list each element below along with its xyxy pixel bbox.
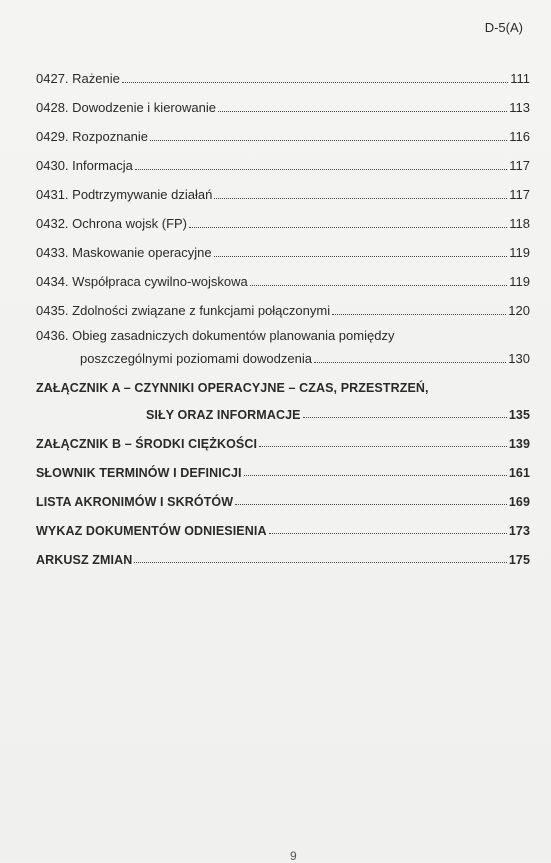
dot-leader — [244, 475, 507, 476]
toc-entry-page: 117 — [509, 187, 530, 203]
toc-entry-0433[interactable] — [36, 232, 530, 261]
toc-entry-label: 0435. Zdolności związane z funkcjami połączonymi — [36, 303, 331, 319]
toc-entry-label: 0428. Dowodzenie i kierowanie — [36, 100, 216, 116]
toc-entry-0435[interactable] — [36, 290, 530, 319]
toc-entry-label: SŁOWNIK TERMINÓW I DEFINICJI — [36, 465, 242, 480]
toc-entry-label: LISTA AKRONIMÓW I SKRÓTÓW — [36, 494, 234, 509]
toc-annex-b[interactable] — [36, 422, 530, 451]
toc-entry-page: 120 — [508, 303, 530, 319]
toc-entry-page: 113 — [509, 100, 530, 116]
dot-leader — [214, 256, 508, 257]
dot-leader — [189, 227, 507, 228]
toc-entry-page: 169 — [508, 494, 530, 509]
toc-entry-0436-line1[interactable] — [36, 319, 530, 343]
toc-glossary[interactable] — [36, 451, 530, 480]
toc-entry-label: 0432. Ochrona wojsk (FP) — [36, 216, 188, 232]
toc-entry-0434[interactable] — [36, 261, 530, 290]
toc-entry-page: 118 — [509, 216, 530, 232]
toc-entry-0432[interactable] — [36, 203, 530, 232]
dot-leader — [214, 198, 507, 199]
toc-entry-label: 0427. Rażenie — [36, 71, 120, 87]
dot-leader — [122, 82, 508, 83]
dot-leader — [303, 417, 507, 418]
toc-entry-page: 161 — [508, 465, 530, 480]
toc-references[interactable] — [36, 509, 530, 538]
dot-leader — [332, 314, 506, 315]
toc-entry-0430[interactable] — [36, 145, 530, 174]
toc-entry-page: 119 — [509, 274, 530, 290]
toc-entry-page: 173 — [508, 523, 530, 538]
dot-leader — [314, 362, 506, 363]
dot-leader — [134, 562, 507, 563]
toc-entry-0429[interactable] — [36, 116, 530, 145]
toc-entry-label: 0429. Rozpoznanie — [36, 129, 149, 145]
dot-leader — [150, 140, 507, 141]
toc-entry-0428[interactable] — [36, 87, 530, 116]
toc-entry-page: 130 — [508, 351, 530, 367]
document-code: D-5(A) — [484, 20, 523, 35]
toc-entry-page: 135 — [508, 407, 530, 422]
toc-acronyms[interactable] — [36, 480, 530, 509]
toc-entry-label: WYKAZ DOKUMENTÓW ODNIESIENIA — [36, 523, 267, 538]
dot-leader — [269, 533, 507, 534]
dot-leader — [259, 446, 507, 447]
toc-entry-label: ZAŁĄCZNIK A – CZYNNIKI OPERACYJNE – CZAS, PRZESTRZEŃ, — [36, 380, 429, 395]
dot-leader — [218, 111, 507, 112]
toc-entry-label: 0434. Współpraca cywilno-wojskowa — [36, 274, 248, 290]
toc-entry-page: 119 — [509, 245, 530, 261]
toc-entry-label: 0433. Maskowanie operacyjne — [36, 245, 212, 261]
page-number: 9 — [290, 849, 297, 863]
toc-annex-a-line2[interactable] — [36, 395, 530, 422]
toc-entry-page: 111 — [510, 71, 530, 87]
toc-change-sheet[interactable] — [36, 538, 530, 567]
toc-annex-a-line1[interactable] — [36, 367, 530, 395]
table-of-contents — [36, 58, 530, 567]
toc-entry-label: ARKUSZ ZMIAN — [36, 552, 133, 567]
toc-entry-label: 0431. Podtrzymywanie działań — [36, 187, 213, 203]
toc-entry-page: 175 — [508, 552, 530, 567]
toc-entry-0427[interactable] — [36, 58, 530, 87]
toc-entry-page: 117 — [509, 158, 530, 174]
toc-entry-label: 0436. Obieg zasadniczych dokumentów planowania pomiędzy — [36, 328, 395, 343]
dot-leader — [135, 169, 507, 170]
dot-leader — [250, 285, 508, 286]
toc-entry-label: SIŁY ORAZ INFORMACJE — [146, 407, 301, 422]
toc-entry-label: ZAŁĄCZNIK B – ŚRODKI CIĘŻKOŚCI — [36, 436, 258, 451]
toc-entry-0431[interactable] — [36, 174, 530, 203]
toc-entry-page: 116 — [509, 129, 530, 145]
toc-entry-page: 139 — [508, 436, 530, 451]
dot-leader — [235, 504, 507, 505]
toc-entry-label: poszczególnymi poziomami dowodzenia — [80, 351, 312, 367]
toc-entry-0436-line2[interactable] — [36, 343, 530, 367]
toc-entry-label: 0430. Informacja — [36, 158, 133, 174]
